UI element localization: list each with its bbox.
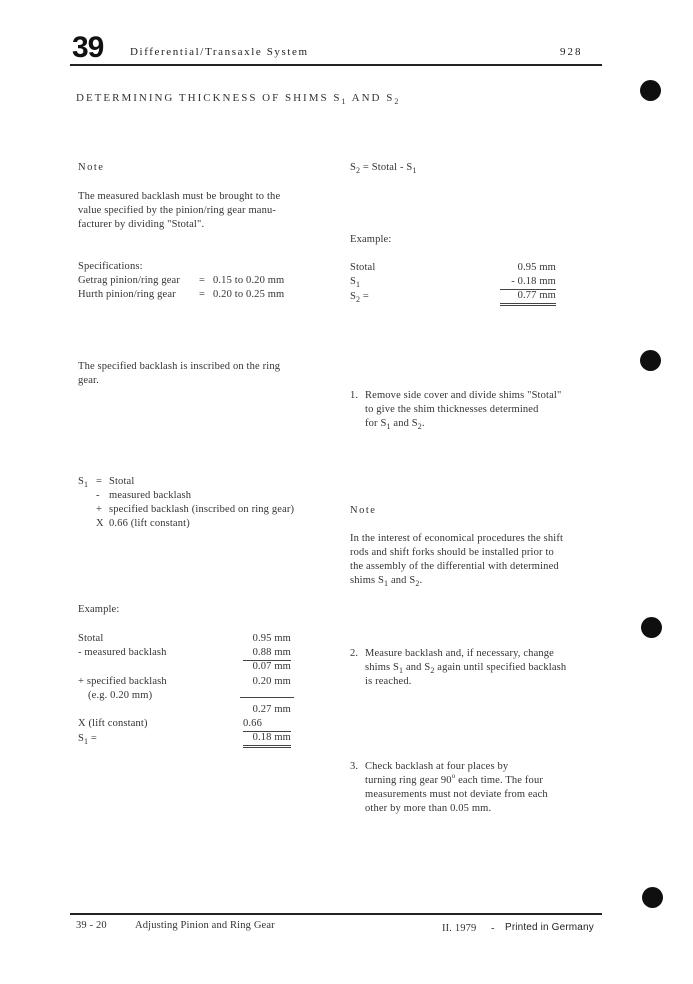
page-code: 928	[560, 46, 583, 58]
section-heading-sub1: 1	[341, 97, 348, 106]
inscribed-note	[78, 360, 348, 388]
text-sub: 1	[384, 579, 389, 588]
footer-date: II. 1979	[442, 923, 477, 934]
text-line: In the interest of economical procedures the shift	[350, 533, 564, 544]
s2-formula	[350, 161, 417, 175]
step-1-number: 1.	[350, 390, 359, 401]
example-specified-label: + specified backlash	[78, 676, 167, 687]
spec-row-getrag-eq: =	[199, 275, 206, 286]
s1-formula-op-3: +	[96, 504, 103, 515]
text-line: facturer by dividing "Stotal".	[78, 219, 205, 230]
right-example-stotal-value: 0.95 mm	[517, 262, 556, 273]
footer-rule	[70, 913, 602, 915]
formula-sub: 2	[356, 166, 361, 175]
result-s: S	[78, 733, 84, 744]
text-line	[365, 417, 605, 431]
formula-mid: = Stotal - S	[360, 162, 413, 173]
example-measured-value: 0.88 mm	[243, 646, 291, 661]
punch-hole-icon	[641, 617, 662, 638]
section-heading	[76, 92, 400, 104]
text-line: other by more than 0.05 mm.	[365, 803, 492, 814]
s1-formula-op-4: X	[96, 518, 104, 529]
step-2-text	[365, 647, 605, 689]
formula-s: S	[350, 162, 356, 173]
header-rule	[70, 64, 602, 66]
formula-sub: 1	[84, 480, 89, 489]
example-specified-sub-label: (e.g. 0.20 mm)	[88, 690, 153, 701]
s1-formula-eq: =	[96, 476, 103, 487]
text-part: .	[421, 418, 425, 429]
text-line: Measure backlash and, if necessary, change	[365, 648, 554, 659]
example-sum-value: 0.27 mm	[252, 704, 291, 715]
text-part: and S	[403, 662, 431, 673]
s2-s: S	[350, 291, 356, 302]
example-lift-value: 0.66	[243, 717, 291, 732]
text-part: turning ring gear 90	[365, 775, 452, 786]
s1-formula-symbol	[78, 475, 88, 489]
text-part: each time. The four	[455, 775, 543, 786]
text-sub: 2	[430, 666, 435, 675]
right-note-text	[350, 532, 600, 588]
text-line: rods and shift forks should be installed prior to	[350, 547, 554, 558]
text-part: shims S	[365, 662, 400, 673]
text-line: The specified backlash is inscribed on the ring	[78, 361, 281, 372]
s1-formula-op-2: -	[96, 490, 100, 501]
chapter-title: Differential/Transaxle System	[130, 46, 309, 58]
text-line	[365, 661, 605, 675]
text-sub: 1	[386, 422, 391, 431]
text-sub: 2	[415, 579, 420, 588]
text-part: .	[419, 575, 423, 586]
right-example-s1-value: - 0.18 mm	[500, 275, 556, 290]
punch-hole-icon	[642, 887, 663, 908]
section-heading-sub2: 2	[394, 97, 401, 106]
result-sub: 1	[84, 737, 89, 746]
right-example-s1-label	[350, 275, 360, 289]
punch-hole-icon	[640, 80, 661, 101]
example-stotal-label: Stotal	[78, 633, 104, 644]
specifications-heading: Specifications:	[78, 261, 143, 272]
left-example-heading: Example:	[78, 604, 120, 615]
section-heading-mid: AND S	[347, 92, 395, 104]
punch-hole-icon	[640, 350, 661, 371]
result-eq: =	[88, 733, 98, 744]
text-part: and S	[388, 575, 416, 586]
spec-row-hurth-eq: =	[199, 289, 206, 300]
spec-row-getrag-value: 0.15 to 0.20 mm	[213, 275, 285, 286]
section-heading-text: DETERMINING THICKNESS OF SHIMS S	[76, 92, 342, 104]
text-line: the assembly of the differential with determined	[350, 561, 559, 572]
s1-s: S	[350, 276, 356, 287]
s2-eq: =	[360, 291, 370, 302]
text-part: again until specified backlash	[434, 662, 567, 673]
spec-row-getrag-label: Getrag pinion/ring gear	[78, 275, 181, 286]
s2-sub: 2	[356, 295, 361, 304]
text-part: shims S	[350, 575, 385, 586]
left-note-heading: Note	[78, 162, 105, 173]
text-part: and S	[390, 418, 418, 429]
example-measured-label: - measured backlash	[78, 647, 167, 658]
spec-row-hurth-value: 0.20 to 0.25 mm	[213, 289, 285, 300]
s1-sub: 1	[356, 280, 361, 289]
chapter-number: 39	[72, 31, 104, 64]
spec-row-hurth-label: Hurth pinion/ring gear	[78, 289, 176, 300]
formula-s: S	[78, 476, 84, 487]
text-line: Remove side cover and divide shims "Stotal"	[365, 390, 562, 401]
text-line	[365, 774, 605, 788]
s1-formula-line-3: specified backlash (inscribed on ring gear)	[109, 504, 295, 515]
text-part: for S	[365, 418, 387, 429]
example-result-value: 0.18 mm	[243, 731, 291, 748]
footer-dash: -	[491, 923, 495, 934]
text-line: gear.	[78, 375, 99, 386]
example-result-label	[78, 732, 97, 746]
footer-printed: Printed in Germany	[505, 922, 594, 933]
footer-page-ref: 39 - 20	[76, 920, 107, 931]
right-note-heading: Note	[350, 505, 377, 516]
step-2-number: 2.	[350, 648, 359, 659]
step-3-text	[365, 760, 605, 816]
text-line	[350, 574, 600, 588]
left-note-text	[78, 190, 348, 232]
example-diff-value: 0.07 mm	[252, 661, 291, 672]
right-example-stotal-label: Stotal	[350, 262, 376, 273]
text-line: is reached.	[365, 676, 412, 687]
text-line: value specified by the pinion/ring gear manu-	[78, 205, 277, 216]
degree-sup: o	[451, 772, 456, 780]
text-line: The measured backlash must be brought to the	[78, 191, 281, 202]
s1-formula-line-1: Stotal	[109, 476, 135, 487]
formula-sub2: 1	[412, 166, 417, 175]
text-line: measurements must not deviate from each	[365, 789, 548, 800]
footer-section: Adjusting Pinion and Ring Gear	[135, 920, 275, 931]
step-1-text	[365, 389, 605, 431]
text-line: to give the shim thicknesses determined	[365, 404, 539, 415]
sum-rule	[240, 697, 294, 698]
right-example-s2-value: 0.77 mm	[500, 289, 556, 306]
text-sub: 1	[399, 666, 404, 675]
example-specified-value: 0.20 mm	[252, 676, 291, 687]
right-example-s2-label	[350, 290, 369, 304]
s1-formula-line-2: measured backlash	[109, 490, 192, 501]
text-line: Check backlash at four places by	[365, 761, 509, 772]
text-sub: 2	[417, 422, 422, 431]
s1-formula-line-4: 0.66 (lift constant)	[109, 518, 190, 529]
right-example-heading: Example:	[350, 234, 392, 245]
example-stotal-value: 0.95 mm	[252, 633, 291, 644]
step-3-number: 3.	[350, 761, 359, 772]
example-lift-label: X (lift constant)	[78, 718, 148, 729]
